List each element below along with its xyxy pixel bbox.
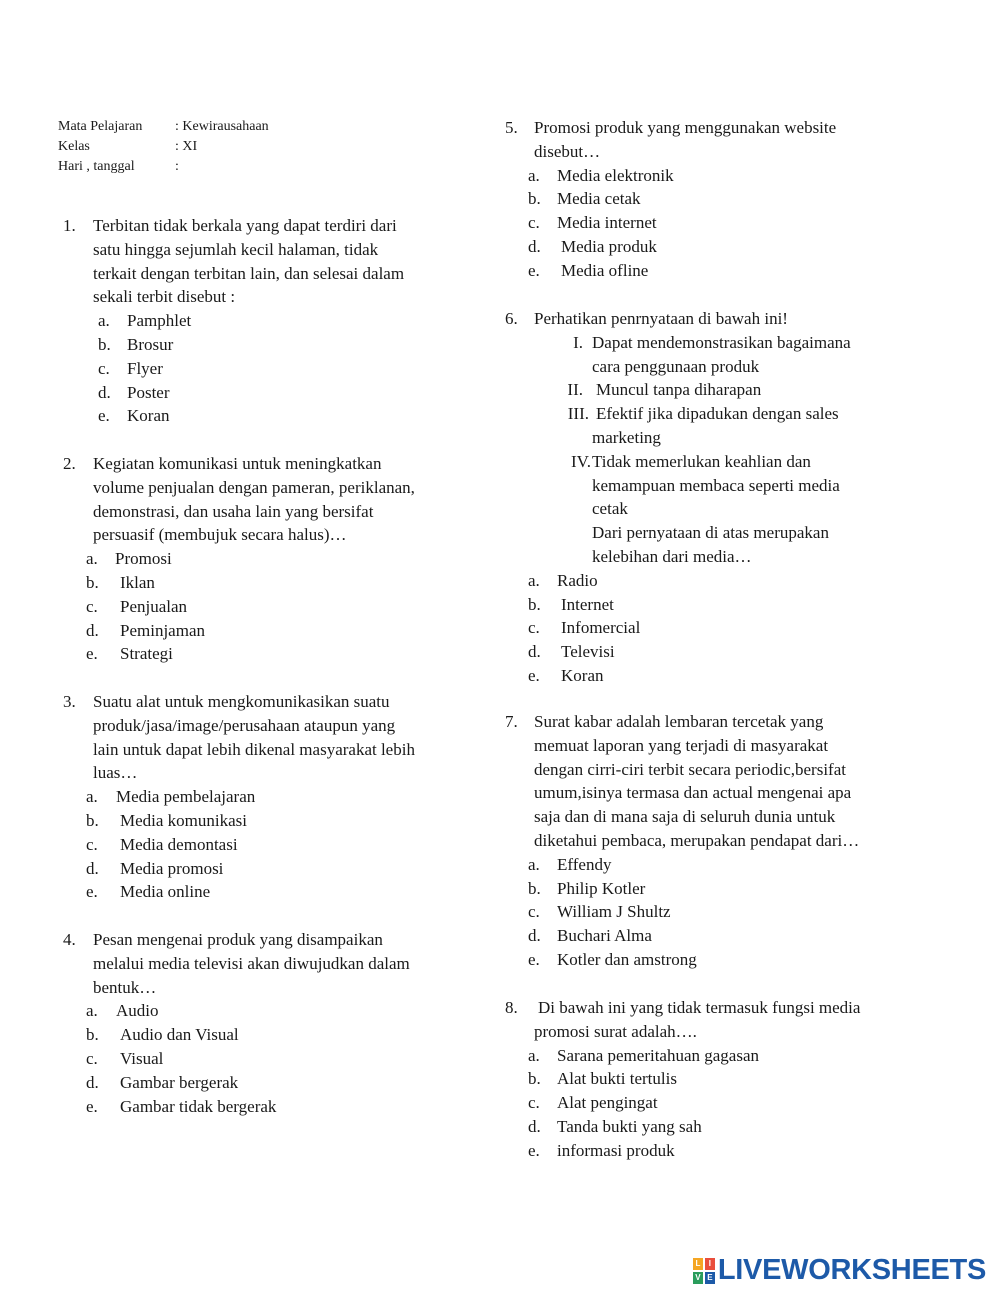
option-c[interactable] bbox=[505, 900, 925, 924]
option-letter: c. bbox=[528, 1093, 540, 1113]
option-e[interactable] bbox=[505, 664, 925, 688]
stem-line: luas… bbox=[93, 763, 138, 783]
option-text: Brosur bbox=[127, 334, 174, 354]
option-c[interactable] bbox=[505, 616, 925, 640]
statement-label: IV. bbox=[571, 451, 591, 471]
option-b[interactable] bbox=[63, 1023, 463, 1047]
option-letter: a. bbox=[528, 570, 540, 590]
logo-mark-cell: L bbox=[693, 1258, 703, 1270]
statement-closing bbox=[505, 521, 925, 569]
option-letter: d. bbox=[528, 642, 541, 662]
option-text: Koran bbox=[127, 406, 170, 426]
stem-line: Perhatikan penrnyataan di bawah ini! bbox=[534, 309, 788, 328]
option-d[interactable] bbox=[63, 1071, 463, 1095]
question-5 bbox=[505, 116, 925, 283]
option-d[interactable] bbox=[505, 1115, 925, 1139]
option-letter: d. bbox=[86, 620, 99, 640]
option-a[interactable] bbox=[63, 547, 463, 571]
question-8 bbox=[505, 996, 925, 1163]
stem-line: saja dan di mana saja di seluruh dunia untuk bbox=[534, 807, 836, 827]
option-text: Media demontasi bbox=[120, 834, 238, 854]
question-number: 8. bbox=[505, 998, 518, 1017]
header-value: : bbox=[175, 159, 179, 174]
option-letter: e. bbox=[528, 1140, 540, 1160]
question-number: 1. bbox=[63, 216, 76, 235]
option-c[interactable] bbox=[63, 357, 463, 381]
option-letter: e. bbox=[528, 665, 540, 685]
stem-line: diketahui pembaca, merupakan pendapat dari… bbox=[534, 830, 860, 850]
option-text: Sarana pemeritahuan gagasan bbox=[557, 1045, 760, 1065]
question-4 bbox=[63, 928, 463, 1118]
question-stem bbox=[63, 928, 463, 999]
option-letter: e. bbox=[86, 1096, 98, 1116]
question-number: 6. bbox=[505, 309, 518, 328]
header-label: Kelas bbox=[58, 139, 90, 154]
option-letter: e. bbox=[86, 882, 98, 902]
question-stem bbox=[505, 996, 925, 1044]
option-text: Flyer bbox=[127, 358, 163, 378]
option-letter: a. bbox=[86, 787, 98, 807]
option-text: Alat bukti tertulis bbox=[557, 1069, 677, 1089]
option-text: Audio dan Visual bbox=[120, 1025, 239, 1045]
option-e[interactable] bbox=[505, 1139, 925, 1163]
option-e[interactable] bbox=[63, 880, 463, 904]
option-text: Philip Kotler bbox=[557, 878, 646, 898]
stem-line: Surat kabar adalah lembaran tercetak yang bbox=[534, 712, 824, 731]
stem-line: sekali terbit disebut : bbox=[93, 287, 236, 307]
question-stem bbox=[505, 710, 925, 853]
option-text: Promosi bbox=[115, 549, 172, 569]
option-e[interactable] bbox=[63, 1095, 463, 1119]
stem-line: satu hingga sejumlah kecil halaman, tidak bbox=[93, 239, 379, 259]
question-stem bbox=[63, 214, 463, 309]
option-text: informasi produk bbox=[557, 1140, 675, 1160]
stem-line: Pesan mengenai produk yang disampaikan bbox=[93, 930, 383, 949]
option-letter: e. bbox=[98, 406, 110, 426]
stem-line: persuasif (membujuk secara halus)… bbox=[93, 525, 347, 545]
option-d[interactable] bbox=[505, 235, 925, 259]
option-text: Effendy bbox=[557, 854, 612, 874]
question-stem bbox=[63, 690, 463, 785]
stem-line: umum,isinya termasa dan actual mengenai apa bbox=[534, 783, 852, 803]
option-letter: c. bbox=[528, 213, 540, 233]
stem-line: demonstrasi, dan usaha lain yang bersifat bbox=[93, 501, 374, 521]
statement-line: marketing bbox=[592, 427, 661, 447]
option-b[interactable] bbox=[505, 1067, 925, 1091]
option-e[interactable] bbox=[505, 948, 925, 972]
option-letter: a. bbox=[86, 549, 98, 569]
question-number: 4. bbox=[63, 930, 76, 949]
option-letter: b. bbox=[528, 189, 541, 209]
question-number: 7. bbox=[505, 712, 518, 731]
closing-line: kelebihan dari media… bbox=[592, 546, 752, 566]
option-letter: a. bbox=[528, 1045, 540, 1065]
option-b[interactable] bbox=[63, 571, 463, 595]
option-a[interactable] bbox=[63, 999, 463, 1023]
option-letter: b. bbox=[528, 1069, 541, 1089]
option-e[interactable] bbox=[63, 642, 463, 666]
stem-line: Di bawah ini yang tidak termasuk fungsi media bbox=[538, 998, 861, 1017]
option-letter: c. bbox=[86, 834, 98, 854]
statement-line: kemampuan membaca seperti media bbox=[592, 475, 840, 495]
option-d[interactable] bbox=[505, 924, 925, 948]
question-stem bbox=[63, 452, 463, 547]
option-letter: c. bbox=[86, 1048, 98, 1068]
question-7 bbox=[505, 710, 925, 972]
liveworksheets-logo[interactable] bbox=[693, 1254, 986, 1287]
option-a[interactable] bbox=[505, 1044, 925, 1068]
option-text: Media pembelajaran bbox=[116, 787, 256, 807]
option-letter: d. bbox=[98, 382, 111, 402]
stem-line: volume penjualan dengan pameran, periklanan, bbox=[93, 477, 415, 497]
option-a[interactable] bbox=[505, 853, 925, 877]
option-text: Penjualan bbox=[120, 596, 188, 616]
option-text: Infomercial bbox=[561, 618, 641, 638]
header-label: Mata Pelajaran bbox=[58, 119, 143, 134]
logo-mark-cell: V bbox=[693, 1272, 703, 1284]
option-letter: b. bbox=[86, 1025, 99, 1045]
question-stem bbox=[505, 307, 925, 331]
stem-line: promosi surat adalah…. bbox=[534, 1021, 697, 1041]
statement-label: I. bbox=[573, 332, 583, 352]
option-text: Visual bbox=[120, 1048, 164, 1068]
stem-line: Kegiatan komunikasi untuk meningkatkan bbox=[93, 454, 382, 473]
option-text: Media ofline bbox=[561, 260, 649, 280]
stem-line: Suatu alat untuk mengkomunikasikan suatu bbox=[93, 692, 390, 711]
statement-line: Dapat mendemonstrasikan bagaimana bbox=[592, 332, 851, 352]
option-text: Media elektronik bbox=[557, 165, 674, 185]
stem-line: memuat laporan yang terjadi di masyarakat bbox=[534, 735, 829, 755]
option-text: Poster bbox=[127, 382, 170, 402]
question-stem bbox=[505, 116, 925, 164]
option-letter: a. bbox=[528, 165, 540, 185]
liveworksheets-logo-icon bbox=[693, 1258, 715, 1284]
option-c[interactable] bbox=[505, 211, 925, 235]
option-c[interactable] bbox=[505, 1091, 925, 1115]
option-d[interactable] bbox=[63, 857, 463, 881]
statement-line: Muncul tanpa diharapan bbox=[596, 380, 762, 400]
question-3 bbox=[63, 690, 463, 904]
header-label: Hari , tanggal bbox=[58, 159, 135, 174]
header-row-class bbox=[58, 137, 269, 157]
option-text: William J Shultz bbox=[557, 902, 671, 922]
header-value: : Kewirausahaan bbox=[175, 119, 269, 134]
option-text: Tanda bukti yang sah bbox=[557, 1116, 702, 1136]
option-text: Media internet bbox=[557, 213, 657, 233]
option-letter: e. bbox=[528, 260, 540, 280]
option-d[interactable] bbox=[63, 381, 463, 405]
header-value: : XI bbox=[175, 139, 198, 154]
option-e[interactable] bbox=[505, 259, 925, 283]
option-b[interactable] bbox=[505, 593, 925, 617]
option-letter: b. bbox=[86, 810, 99, 830]
option-e[interactable] bbox=[63, 404, 463, 428]
question-6 bbox=[505, 307, 925, 688]
option-letter: b. bbox=[528, 594, 541, 614]
logo-mark-cell: E bbox=[705, 1272, 715, 1284]
option-text: Audio bbox=[116, 1001, 159, 1021]
option-text: Media promosi bbox=[120, 858, 224, 878]
statement-line: cara penggunaan produk bbox=[592, 356, 760, 376]
stem-line: bentuk… bbox=[93, 977, 157, 997]
option-text: Radio bbox=[557, 570, 598, 590]
logo-mark-cell: I bbox=[705, 1258, 715, 1270]
option-text: Buchari Alma bbox=[557, 926, 652, 946]
option-letter: d. bbox=[528, 926, 541, 946]
option-letter: b. bbox=[86, 572, 99, 592]
option-text: Televisi bbox=[561, 642, 615, 662]
stem-line: disebut… bbox=[534, 141, 601, 161]
option-letter: e. bbox=[528, 949, 540, 969]
stem-line: Promosi produk yang menggunakan website bbox=[534, 118, 837, 137]
statement-3 bbox=[505, 402, 925, 450]
option-c[interactable] bbox=[63, 1047, 463, 1071]
option-text: Internet bbox=[561, 594, 614, 614]
option-text: Alat pengingat bbox=[557, 1093, 658, 1113]
stem-line: Terbitan tidak berkala yang dapat terdiri dari bbox=[93, 216, 397, 235]
option-text: Media cetak bbox=[557, 189, 641, 209]
statement-line: Efektif jika dipadukan dengan sales bbox=[596, 404, 839, 424]
option-letter: d. bbox=[86, 858, 99, 878]
worksheet-header bbox=[58, 117, 269, 177]
question-2 bbox=[63, 452, 463, 666]
statement-label: II. bbox=[567, 380, 583, 400]
option-d[interactable] bbox=[505, 640, 925, 664]
statement-label: III. bbox=[567, 404, 589, 424]
option-text: Kotler dan amstrong bbox=[557, 949, 697, 969]
option-text: Media online bbox=[120, 882, 211, 902]
option-letter: d. bbox=[528, 236, 541, 256]
option-c[interactable] bbox=[63, 595, 463, 619]
closing-line: Dari pernyataan di atas merupakan bbox=[592, 523, 829, 543]
option-text: Strategi bbox=[120, 644, 173, 664]
header-row-date bbox=[58, 157, 269, 177]
header-row-subject bbox=[58, 117, 269, 137]
option-b[interactable] bbox=[63, 333, 463, 357]
question-number: 3. bbox=[63, 692, 76, 711]
stem-line: melalui media televisi akan diwujudkan dalam bbox=[93, 953, 410, 973]
option-letter: e. bbox=[86, 644, 98, 664]
stem-line: dengan cirri-ciri terbit secara periodic,bersifat bbox=[534, 759, 846, 779]
logo-text: LIVEWORKSHEETS bbox=[717, 1254, 986, 1286]
option-b[interactable] bbox=[505, 877, 925, 901]
option-b[interactable] bbox=[505, 187, 925, 211]
option-text: Pamphlet bbox=[127, 311, 192, 331]
option-text: Media produk bbox=[561, 236, 657, 256]
stem-line: lain untuk dapat lebih dikenal masyarakat lebih bbox=[93, 739, 415, 759]
statement-4 bbox=[505, 450, 925, 521]
option-letter: a. bbox=[528, 854, 540, 874]
question-number: 5. bbox=[505, 118, 518, 137]
option-letter: c. bbox=[98, 358, 110, 378]
option-letter: c. bbox=[86, 596, 98, 616]
option-b[interactable] bbox=[63, 809, 463, 833]
option-a[interactable] bbox=[505, 164, 925, 188]
option-a[interactable] bbox=[63, 309, 463, 333]
option-text: Gambar bergerak bbox=[120, 1072, 239, 1092]
question-1 bbox=[63, 214, 463, 428]
option-letter: d. bbox=[86, 1072, 99, 1092]
option-letter: b. bbox=[98, 334, 111, 354]
option-letter: a. bbox=[86, 1001, 98, 1021]
statement-line: cetak bbox=[592, 499, 628, 519]
option-text: Koran bbox=[561, 665, 604, 685]
stem-line: terkait dengan terbitan lain, dan selesai dalam bbox=[93, 263, 405, 283]
statement-1 bbox=[505, 331, 925, 379]
option-d[interactable] bbox=[63, 619, 463, 643]
option-a[interactable] bbox=[63, 785, 463, 809]
option-text: Iklan bbox=[120, 572, 155, 592]
option-c[interactable] bbox=[63, 833, 463, 857]
statement-2 bbox=[505, 378, 925, 402]
option-letter: c. bbox=[528, 902, 540, 922]
stem-line: produk/jasa/image/perusahaan ataupun yang bbox=[93, 715, 396, 735]
option-text: Media komunikasi bbox=[120, 810, 248, 830]
option-letter: b. bbox=[528, 878, 541, 898]
statement-line: Tidak memerlukan keahlian dan bbox=[592, 451, 811, 471]
option-letter: d. bbox=[528, 1116, 541, 1136]
option-a[interactable] bbox=[505, 569, 925, 593]
question-number: 2. bbox=[63, 454, 76, 473]
option-text: Peminjaman bbox=[120, 620, 205, 640]
option-letter: c. bbox=[528, 618, 540, 638]
option-text: Gambar tidak bergerak bbox=[120, 1096, 277, 1116]
option-letter: a. bbox=[98, 311, 110, 331]
